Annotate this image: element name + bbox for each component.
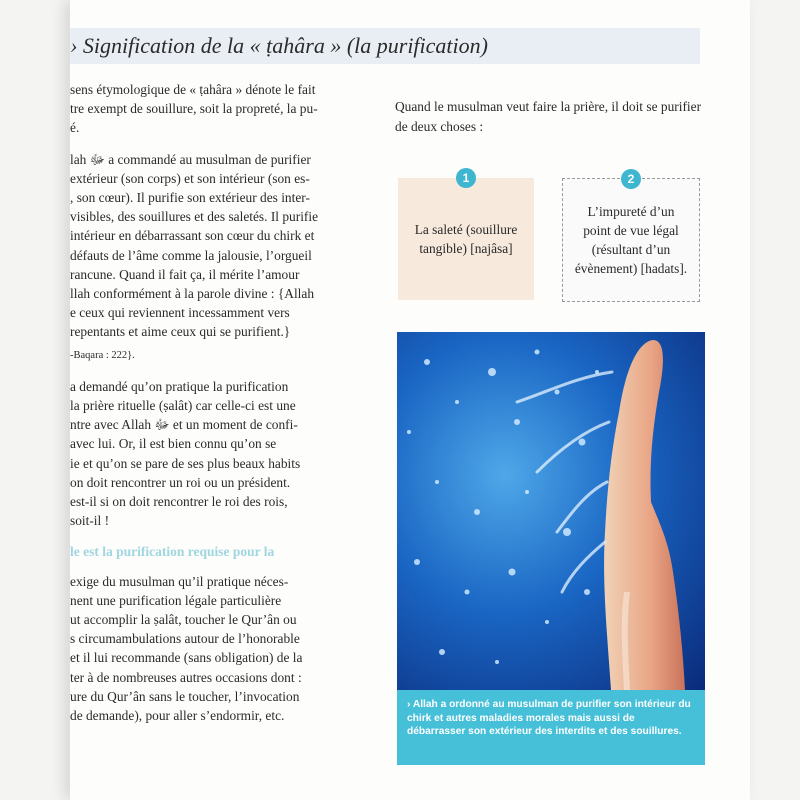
text-line: , son cœur). Il purifie son extérieur des inter-	[70, 190, 310, 206]
intro-text: Quand le musulman veut faire la prière, il doit se purifier de deux choses :	[395, 99, 702, 134]
text-line: ut accomplir la ṣalât, toucher le Qur’ân ou	[70, 612, 297, 628]
paragraph-2	[70, 150, 370, 342]
category-text: La saleté (souillure tangible) [najâsa]	[414, 222, 518, 256]
text-line: sens étymologique de « ṭahâra » dénote le fait	[70, 82, 316, 97]
text-line: la prière rituelle (ṣalât) car celle-ci est une	[70, 398, 296, 414]
text-line: on doit rencontrer un roi ou un président.	[70, 474, 291, 490]
paragraph-1	[70, 80, 370, 138]
category-box-2	[562, 171, 700, 302]
left-column	[70, 80, 370, 737]
text-line: e ceux qui reviennent incessamment vers	[70, 305, 290, 321]
hand-water-illustration	[397, 332, 705, 690]
text-line: intérieur en débarrassant son cœur du chirk et	[70, 228, 315, 244]
text-line: a demandé qu’on pratique la purification	[70, 378, 289, 394]
number-badge: 1	[456, 168, 476, 188]
text-line: lah ﷻ a commandé au musulman de purifier	[70, 151, 311, 167]
text-line: nent une purification légale particulière	[70, 592, 282, 608]
text-line: tre exempt de souillure, soit la propreté, la pu-	[70, 101, 318, 117]
photo-caption: › Allah a ordonné au musulman de purifier son intérieur du chirk et autres maladies morales mais aussi de débarrasser son extérieur des interdits et des souillures.	[397, 690, 705, 765]
text-line: é.	[70, 120, 80, 136]
section-title-bar	[70, 28, 700, 64]
text-line: rancune. Quand il fait ça, il mérite l’amour	[70, 266, 300, 282]
text-line: avec lui. Or, il est bien connu qu’on se	[70, 436, 277, 452]
quran-reference: -Baqara : 222}.	[70, 349, 135, 361]
text-line: visibles, des souillures et des saletés. Il purifie	[70, 209, 319, 225]
text-line: ter à de nombreuses autres occasions dont :	[70, 669, 302, 685]
text-line: défauts de l’âme comme la jalousie, l’orgueil	[70, 247, 312, 263]
text-line: de demande), pour aller s’endormir, etc.	[70, 708, 285, 724]
text-line: ie et qu’on se pare de ses plus beaux habits	[70, 455, 301, 471]
sub-heading: le est la purification requise pour la	[70, 544, 275, 560]
text-line: s circumambulations autour de l’honorable	[70, 631, 300, 647]
category-box-1	[398, 170, 534, 300]
text-line: et il lui recommande (sans obligation) de la	[70, 650, 303, 666]
text-line: ntre avec Allah ﷻ et un moment de confi-	[70, 417, 298, 433]
water-splash-photo	[397, 332, 705, 690]
number-badge: 2	[621, 169, 641, 189]
text-line: repentants et aime ceux qui se purifient.}	[70, 324, 291, 340]
text-line: soit-il !	[70, 513, 110, 529]
text-line: est-il si on doit rencontrer le roi des rois,	[70, 494, 288, 510]
paragraph-4	[70, 572, 370, 726]
text-line: llah conformément à la parole divine : {Allah	[70, 286, 315, 302]
section-title: › Signification de la « ṭahâra » (la purification)	[70, 33, 488, 58]
text-line: ure du Qur’ân sans le toucher, l’invocation	[70, 688, 300, 704]
text-line: exige du musulman qu’il pratique néces-	[70, 573, 289, 589]
category-text: L’impureté d’un point de vue légal (résultant d’un évènement) [hadats].	[574, 204, 688, 276]
paragraph-3	[70, 377, 370, 531]
book-page	[70, 0, 750, 800]
text-line: extérieur (son corps) et son intérieur (son es-	[70, 170, 310, 186]
